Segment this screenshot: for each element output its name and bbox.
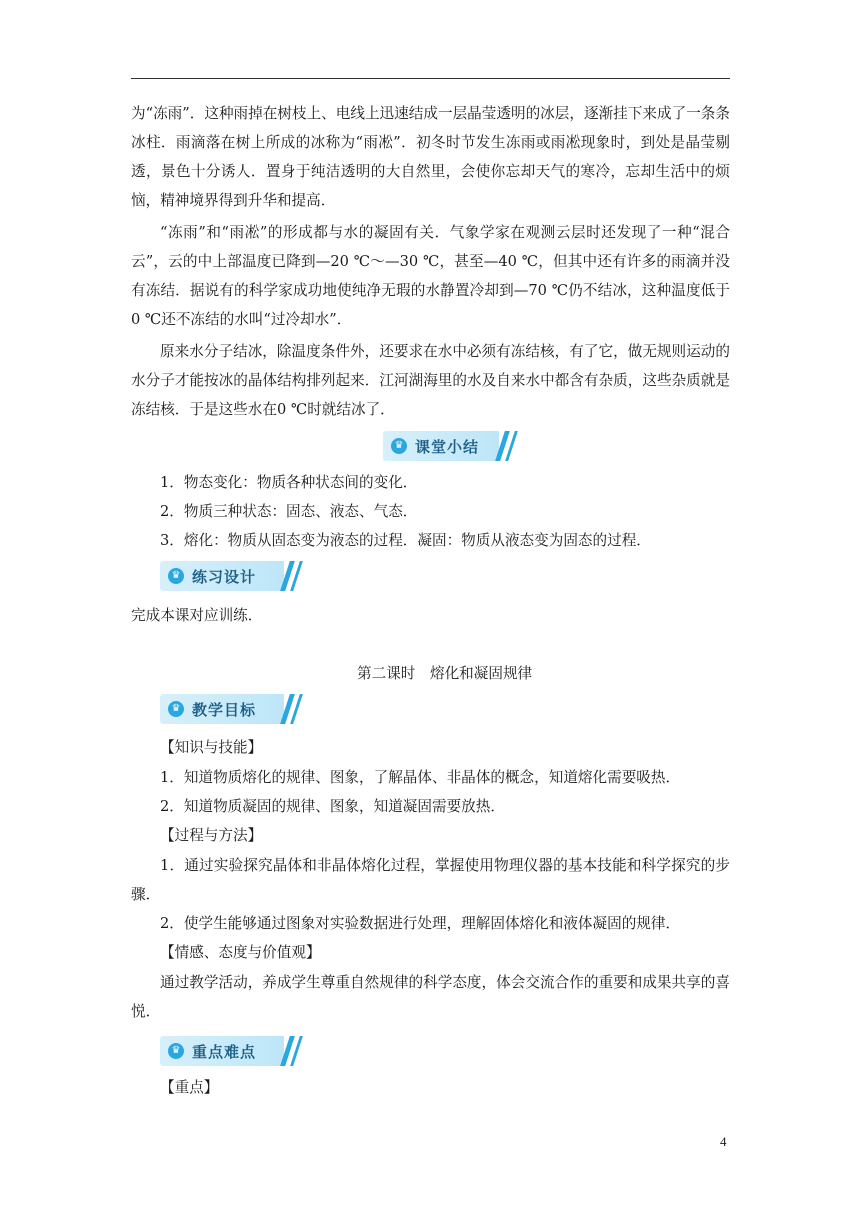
summary-item: 2．物质三种状态：固态、液态、气态． bbox=[160, 503, 418, 520]
key-points-badge-label: 重点难点 bbox=[192, 1043, 257, 1061]
summary-item: 1．物态变化：物质各种状态间的变化． bbox=[160, 474, 418, 491]
process-item: 2．使学生能够通过图象对实验数据进行处理，理解固体熔化和液体凝固的规律． bbox=[160, 915, 681, 932]
key-points-badge bbox=[160, 1036, 298, 1066]
trophy-icon: ♛ bbox=[168, 568, 184, 584]
knowledge-item: 2．知道物质凝固的规律、图象，知道凝固需要放热． bbox=[160, 798, 505, 815]
summary-item: 3．熔化：物质从固态变为液态的过程．凝固：物质从液态变为固态的过程． bbox=[160, 532, 651, 549]
goals-badge bbox=[160, 694, 298, 724]
emotion-text: 通过教学活动，养成学生尊重自然规律的科学态度，体会交流合作的重要和成果共享的喜悦． bbox=[131, 974, 730, 1020]
summary-badge-label: 课堂小结 bbox=[415, 438, 480, 456]
knowledge-item: 1．知道物质熔化的规律、图象，了解晶体、非晶体的概念，知道熔化需要吸热． bbox=[160, 769, 681, 786]
lesson-title: 第二课时 熔化和凝固规律 bbox=[357, 665, 533, 682]
practice-badge-label: 练习设计 bbox=[192, 568, 257, 586]
trophy-icon: ♛ bbox=[391, 438, 407, 454]
process-item: 1．通过实验探究晶体和非晶体熔化过程，掌握使用物理仪器的基本技能和科学探究的步骤． bbox=[131, 857, 730, 903]
goals-badge-label: 教学目标 bbox=[192, 701, 257, 719]
emotion-header: 【情感、态度与价值观】 bbox=[160, 944, 321, 961]
trophy-icon: ♛ bbox=[168, 701, 184, 717]
summary-badge bbox=[383, 431, 513, 461]
paragraph-freezing-nucleus: 原来水分子结冰，除温度条件外，还要求在水中必须有冻结核，有了它，做无规则运动的水分子才能按冰的晶体结构排列起来．江河湖海里的水及自来水中都含有杂质，这些杂质就是冻结核．于是这些水在0 ℃时就结冰了． bbox=[131, 343, 730, 418]
page-number: 4 bbox=[720, 1134, 727, 1149]
trophy-icon: ♛ bbox=[168, 1043, 184, 1059]
practice-badge bbox=[160, 561, 298, 591]
process-header: 【过程与方法】 bbox=[160, 827, 263, 844]
header-rule bbox=[131, 78, 730, 79]
paragraph-supercooled-cloud: “冻雨”和“雨凇”的形成都与水的凝固有关．气象学家在观测云层时还发现了一种“混合云”，云的中上部温度已降到—20 ℃～—30 ℃，甚至—40 ℃，但其中还有许多的雨滴并没有冻结．据说有的科学家成功地使纯净无瑕的水静置冷却到—70 ℃仍不结冰，这种温度低于0 ℃还不冻结的水叫“过冷却水”． bbox=[131, 224, 730, 328]
practice-text: 完成本课对应训练． bbox=[131, 607, 263, 624]
knowledge-header: 【知识与技能】 bbox=[160, 739, 263, 756]
paragraph-freezing-rain: 为“冻雨”．这种雨掉在树枝上、电线上迅速结成一层晶莹透明的冰层，逐渐挂下来成了一条条冰柱．雨滴落在树上所成的冰称为“雨凇”．初冬时节发生冻雨或雨凇现象时，到处是晶莹剔透，景色十分诱人．置身于纯洁透明的大自然里，会使你忘却天气的寒冷，忘却生活中的烦恼，精神境界得到升华和提高． bbox=[131, 105, 730, 209]
key-points-header: 【重点】 bbox=[160, 1079, 219, 1096]
